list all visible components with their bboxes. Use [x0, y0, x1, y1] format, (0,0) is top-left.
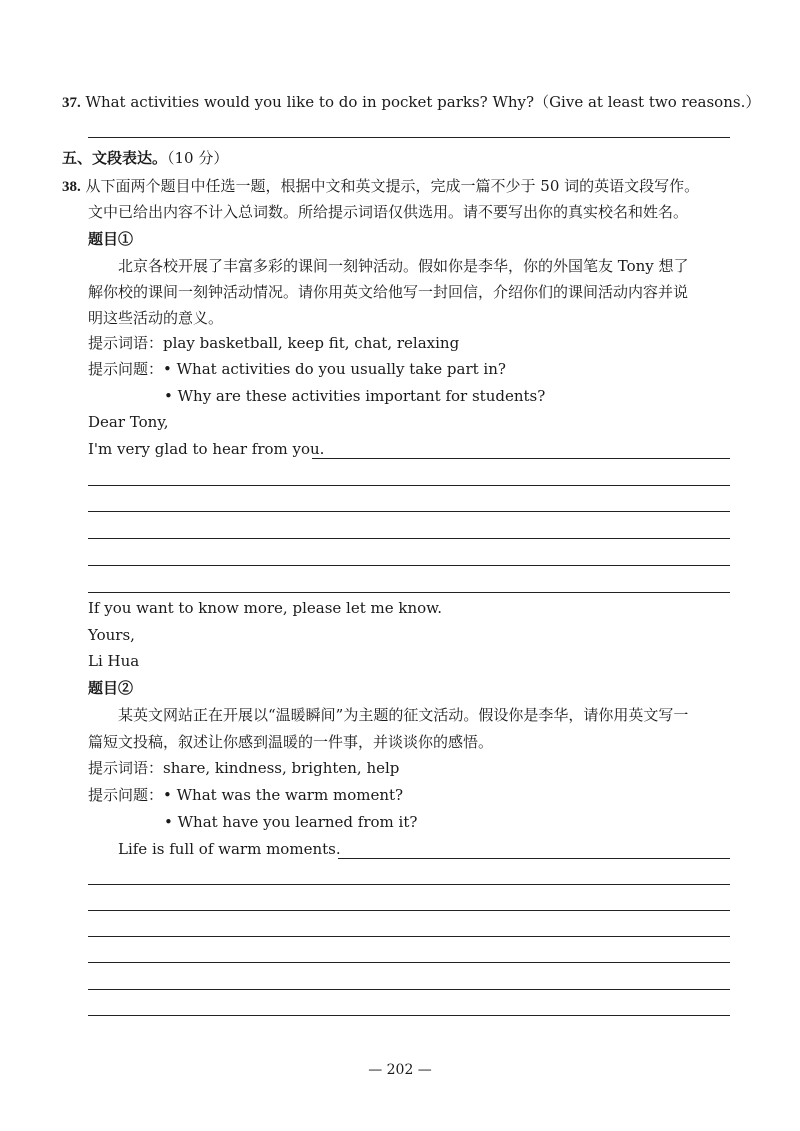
hint-question: • What activities do you usually take part in? — [163, 360, 506, 378]
answer-line[interactable] — [338, 858, 730, 859]
answer-line[interactable] — [88, 989, 730, 990]
letter-closing: If you want to know more, please let me know. — [88, 599, 442, 617]
letter-signoff: Yours, — [88, 626, 135, 644]
topic-1-label: 题目① — [88, 230, 134, 248]
answer-line[interactable] — [88, 962, 730, 963]
answer-line[interactable] — [88, 565, 730, 566]
hint-question: • What have you learned from it? — [164, 813, 418, 831]
answer-line[interactable] — [88, 485, 730, 486]
answer-line[interactable] — [88, 884, 730, 885]
topic-1-paragraph: 解你校的课间一刻钟活动情况。请你用英文给他写一封回信，介绍你们的课间活动内容并说 — [88, 283, 689, 301]
answer-line[interactable] — [88, 511, 730, 512]
hint-words-label: 提示词语： — [88, 759, 164, 777]
section-heading — [62, 148, 228, 168]
answer-line[interactable] — [312, 458, 730, 459]
topic-1-paragraph: 明这些活动的意义。 — [88, 309, 224, 327]
topic-2-paragraph: 篇短文投稿，叙述让你感到温暖的一件事，并谈谈你的感悟。 — [88, 733, 494, 751]
question-text: What activities would you like to do in pocket parks? Why?（Give at least two reasons.） — [85, 93, 761, 111]
answer-line[interactable] — [88, 936, 730, 937]
answer-line[interactable] — [88, 538, 730, 539]
question-number: 38. — [62, 179, 81, 195]
letter-opening: I'm very glad to hear from you. — [88, 440, 325, 458]
hint-questions — [88, 359, 506, 379]
page-number: — 202 — — [368, 1062, 432, 1078]
answer-line[interactable] — [88, 592, 730, 593]
section-title: 五、文段表达。 — [62, 149, 168, 167]
section-score: （10 分） — [167, 149, 229, 167]
answer-line[interactable] — [88, 910, 730, 911]
hint-words-label: 提示词语： — [88, 334, 164, 352]
intro-line: 从下面两个题目中任选一题，根据中文和英文提示，完成一篇不少于 50 词的英语文段写作。 — [85, 177, 700, 195]
letter-signature: Li Hua — [88, 652, 140, 670]
topic-2-label: 题目② — [88, 679, 134, 697]
hint-questions-label: 提示问题： — [88, 360, 164, 378]
topic-1-paragraph: 北京各校开展了丰富多彩的课间一刻钟活动。假如你是李华，你的外国笔友 Tony 想了 — [118, 257, 689, 275]
question-38-intro — [62, 176, 699, 197]
essay-opening: Life is full of warm moments. — [118, 840, 341, 858]
hint-words — [88, 758, 399, 778]
question-number: 37. — [62, 95, 81, 111]
hint-questions-label: 提示问题： — [88, 786, 164, 804]
hint-words — [88, 333, 459, 353]
hint-words-text: play basketball, keep fit, chat, relaxing — [163, 334, 460, 352]
topic-2-paragraph: 某英文网站正在开展以“温暖瞬间”为主题的征文活动。假设你是李华，请你用英文写一 — [118, 706, 689, 724]
hint-question: • Why are these activities important for students? — [164, 387, 546, 405]
intro-line: 文中已给出内容不计入总词数。所给提示词语仅供选用。请不要写出你的真实校名和姓名。 — [88, 203, 689, 221]
letter-salutation: Dear Tony, — [88, 413, 169, 431]
hint-questions — [88, 785, 403, 805]
answer-line[interactable] — [88, 1015, 730, 1016]
hint-question: • What was the warm moment? — [163, 786, 404, 804]
question-37 — [62, 92, 760, 113]
hint-words-text: share, kindness, brighten, help — [163, 759, 400, 777]
answer-line[interactable] — [88, 137, 730, 138]
